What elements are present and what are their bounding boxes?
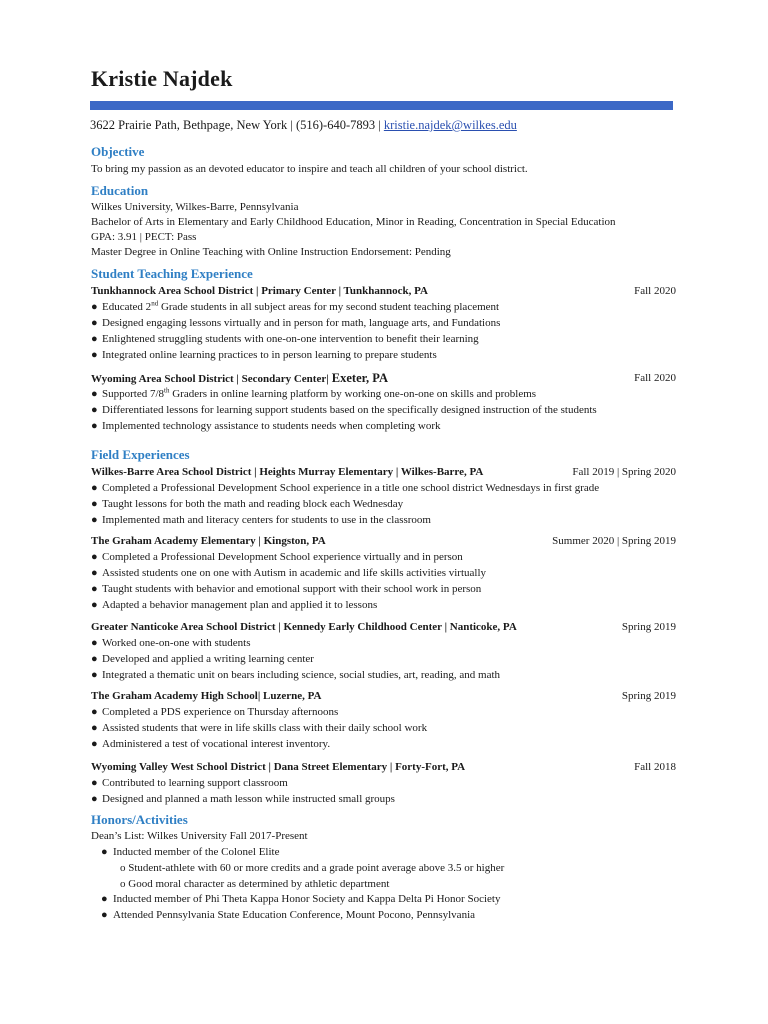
list-item: ● Adapted a behavior management plan and applied it to lessons xyxy=(91,599,378,611)
bullet-icon: ● xyxy=(91,482,98,494)
bullet-icon: ● xyxy=(91,404,98,416)
job-date: Fall 2018 xyxy=(634,761,676,773)
bullet-icon: ● xyxy=(91,637,98,649)
list-item: ● Inducted member of Phi Theta Kappa Honor Society and Kappa Delta Pi Honor Society xyxy=(101,893,501,905)
bullet-icon: ● xyxy=(91,653,98,665)
list-item: ● Assisted students one on one with Autism in academic and life skills activities virtually xyxy=(91,567,487,579)
job-title: Wyoming Valley West School District | Dana Street Elementary | Forty-Fort, PA xyxy=(91,761,466,773)
job-heading xyxy=(91,534,676,548)
job-heading xyxy=(91,371,676,386)
list-item: ● Designed and planned a math lesson while instructed small groups xyxy=(91,793,395,805)
job-heading xyxy=(91,689,676,703)
bullet-icon: ● xyxy=(91,669,98,681)
list-item: ● Completed a Professional Development School experience in a title one school district Wednesdays in first grade xyxy=(91,482,600,494)
bullet-icon: ● xyxy=(91,551,98,563)
job-date: Fall 2019 | Spring 2020 xyxy=(572,466,676,478)
bullet-icon: ● xyxy=(91,706,98,718)
bullet-icon: ● xyxy=(91,722,98,734)
bullet-icon: ● xyxy=(91,583,98,595)
list-item: ● Administered a test of vocational interest inventory. xyxy=(91,738,331,750)
bullet-icon: ● xyxy=(91,738,98,750)
education-line: Master Degree in Online Teaching with Online Instruction Endorsement: Pending xyxy=(91,246,451,258)
list-item: ● Assisted students that were in life skills class with their daily school work xyxy=(91,722,428,734)
bullet-icon: ● xyxy=(91,333,98,345)
sub-list-item: o Student-athlete with 60 or more credits and a grade point average above 3.5 or higher xyxy=(120,862,505,874)
list-item: ● Supported 7/8th Graders in online learning platform by working one-on-one on skills and problems xyxy=(91,386,537,400)
list-item: ● Taught lessons for both the math and reading block each Wednesday xyxy=(91,498,404,510)
header-divider xyxy=(90,101,673,110)
objective-heading: Objective xyxy=(91,144,145,159)
bullet-icon: ● xyxy=(101,893,108,905)
bullet-icon: ● xyxy=(91,388,98,400)
education-heading: Education xyxy=(91,183,149,198)
bullet-icon: ● xyxy=(101,846,108,858)
list-item: ● Completed a PDS experience on Thursday afternoons xyxy=(91,706,339,718)
education-line: GPA: 3.91 | PECT: Pass xyxy=(91,231,197,243)
contact-text: 3622 Prairie Path, Bethpage, New York | (516)-640-7893 | xyxy=(90,118,384,132)
bullet-icon: ● xyxy=(101,909,108,921)
honors-heading: Honors/Activities xyxy=(91,812,188,827)
job-title: Tunkhannock Area School District | Primary Center | Tunkhannock, PA xyxy=(91,285,428,297)
student-teaching-heading: Student Teaching Experience xyxy=(91,266,253,281)
deans-list: Dean’s List: Wilkes University Fall 2017-Present xyxy=(91,830,308,842)
list-item: ● Differentiated lessons for learning support students based on the specifically designed instruction of the students xyxy=(91,404,597,416)
job-location: Exeter, PA xyxy=(328,371,389,385)
bullet-icon: ● xyxy=(91,793,98,805)
candidate-name: Kristie Najdek xyxy=(91,66,233,91)
contact-line xyxy=(90,118,517,133)
bullet-icon: ● xyxy=(91,301,98,313)
job-heading xyxy=(91,284,676,298)
job-date: Spring 2019 xyxy=(621,621,676,633)
field-experiences-heading: Field Experiences xyxy=(91,447,190,462)
bullet-icon: ● xyxy=(91,599,98,611)
objective-text: To bring my passion as an devoted educator to inspire and teach all children of your school district. xyxy=(91,163,528,175)
job-date: Spring 2019 xyxy=(621,690,676,702)
list-item: ● Enlightened struggling students with one-on-one intervention to benefit their learning xyxy=(91,333,479,345)
bullet-icon: ● xyxy=(91,420,98,432)
list-item: ● Contributed to learning support classroom xyxy=(91,777,288,789)
education-line: Wilkes University, Wilkes-Barre, Pennsylvania xyxy=(91,201,299,213)
sub-bullet-icon: o xyxy=(120,878,126,890)
job-heading xyxy=(91,465,676,479)
list-item: ● Completed a Professional Development School experience virtually and in person xyxy=(91,551,463,563)
bullet-icon: ● xyxy=(91,777,98,789)
education-line: Bachelor of Arts in Elementary and Early Childhood Education, Minor in Reading, Concentration in Special Education xyxy=(91,216,616,228)
job-title: The Graham Academy Elementary | Kingston, PA xyxy=(91,535,326,547)
list-item: ● Integrated a thematic unit on bears including science, social studies, art, reading, and math xyxy=(91,669,501,681)
bullet-icon: ● xyxy=(91,514,98,526)
bullet-icon: ● xyxy=(91,498,98,510)
list-item: ● Worked one-on-one with students xyxy=(91,637,251,649)
job-date: Fall 2020 xyxy=(634,372,676,384)
email-link[interactable]: kristie.najdek@wilkes.edu xyxy=(383,118,517,132)
job-date: Fall 2020 xyxy=(634,285,676,297)
job-date: Summer 2020 | Spring 2019 xyxy=(552,535,676,547)
job-heading xyxy=(91,620,676,634)
bullet-icon: ● xyxy=(91,567,98,579)
sub-bullet-icon: o xyxy=(120,862,126,874)
list-item: ● Taught students with behavior and emotional support with their school work in person xyxy=(91,583,482,595)
list-item: ● Implemented technology assistance to students needs when completing work xyxy=(91,420,441,432)
job-title: The Graham Academy High School| Luzerne, PA xyxy=(91,690,322,702)
list-item: ● Attended Pennsylvania State Education Conference, Mount Pocono, Pennsylvania xyxy=(101,909,476,921)
job-title: Wilkes-Barre Area School District | Heights Murray Elementary | Wilkes-Barre, PA xyxy=(91,466,484,478)
sub-list-item: o Good moral character as determined by athletic department xyxy=(120,878,390,890)
job-title: Wyoming Area School District | Secondary Center| xyxy=(91,373,329,385)
list-item: ● Implemented math and literacy centers for students to use in the classroom xyxy=(91,514,431,526)
bullet-icon: ● xyxy=(91,349,98,361)
job-heading xyxy=(91,760,676,774)
list-item: ● Integrated online learning practices to in person learning to prepare students xyxy=(91,349,437,361)
list-item: ● Designed engaging lessons virtually and in person for math, language arts, and Fundations xyxy=(91,317,501,329)
job-title: Greater Nanticoke Area School District | Kennedy Early Childhood Center | Nanticoke, PA xyxy=(91,621,517,633)
list-item: ● Educated 2nd Grade students in all subject areas for my second student teaching placement xyxy=(91,299,500,313)
list-item: ● Developed and applied a writing learning center xyxy=(91,653,314,665)
list-item: ● Inducted member of the Colonel Elite xyxy=(101,846,280,858)
bullet-icon: ● xyxy=(91,317,98,329)
